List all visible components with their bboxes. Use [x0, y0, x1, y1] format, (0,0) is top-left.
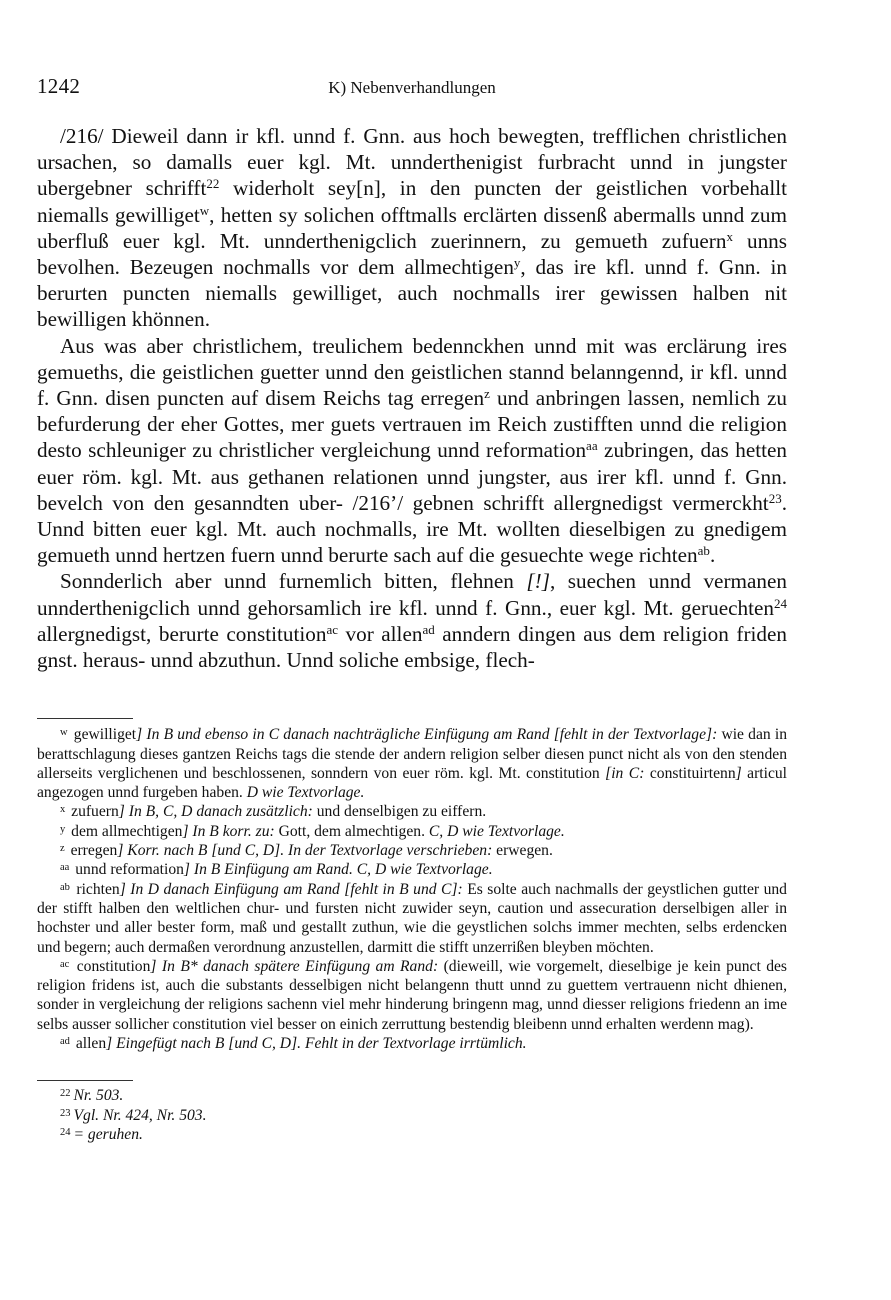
running-head: K) Nebenverhandlungen [328, 78, 496, 97]
text-run: unns bevolhen. Bezeugen nochmalls vor dem allmechtigen [37, 228, 788, 280]
apparatus-note-z [37, 841, 787, 860]
footnote-ref: 23 [768, 490, 782, 506]
footnote-ref: 22 [206, 176, 220, 192]
note-ref: x [726, 228, 733, 244]
page-header [37, 74, 787, 108]
apparatus-note-w [37, 725, 787, 802]
editorial-comment: ] [735, 764, 742, 782]
apparatus-note-aa [37, 860, 787, 879]
editorial-comment: ] In B korr. zu: [182, 822, 275, 840]
editorial-comment: [in C: [605, 764, 645, 782]
note-lemma: dem allmechtigen [67, 822, 183, 840]
note-ref: w [199, 202, 210, 218]
text-run: und anbringen lassen, nemlich zu befurderung der eher Gottes, mer guets vertrauen im Reich zustifften unnd die religion desto schleuniger zu christlicher vergleichung unnd reformation [37, 386, 787, 463]
editorial-comment: ] In B* danach spätere Einfügung am Rand: [150, 957, 439, 975]
text-run: , hetten sy solichen offtmalls erclärten dissenß abermalls unnd zum uberfluß euer kgl. Mt. unnderthenigclich zuerinnern, zu gemueth zufuern [37, 202, 787, 253]
apparatus-note-x [37, 802, 787, 821]
text-run: widerholt sey[n], in den puncten der geistlichen vorbehallt niemalls gewilliget [37, 176, 787, 227]
sic-marker: [!] [526, 569, 550, 594]
critical-apparatus [37, 725, 787, 1053]
note-marker: aa [60, 862, 70, 874]
footnote-ref: 24 [774, 595, 787, 611]
paragraph-2 [37, 333, 787, 569]
note-ref: ac [326, 621, 338, 637]
note-ref: ad [422, 621, 435, 637]
variant-text: und denselbigen zu eiffern. [312, 803, 487, 821]
footnote-marker: 22 [60, 1088, 71, 1100]
variant-text: Es solte auch nachmalls der geystlichen gutter und der stifft halben den weltlichen chur- und fursten nicht zuwider seyn, caution und assecuration derselbigen aller in hochster und aller bester form, maß und gestallt zuthun, wie die geystlichen solchs immer mechten, selbs erdencken und begern; auch dermaßen verordnung anzustellen, darmitt die stifft unzerrißen bleyben möchten. [37, 880, 787, 956]
note-marker: y [60, 823, 66, 835]
note-marker: ac [60, 958, 70, 970]
apparatus-divider [37, 718, 133, 719]
footnotes [37, 1086, 787, 1144]
note-ref: ab [697, 543, 710, 559]
footnote-text: = geruhen. [73, 1125, 143, 1143]
editorial-comment: ] Eingefügt nach B [und C, D]. Fehlt in der Textvorlage irrtümlich. [106, 1035, 527, 1053]
note-lemma: gewilliget [69, 726, 137, 744]
variant-text: articul angezogen unnd furgeben haben. [37, 764, 787, 802]
text-run: /216/ Dieweil dann ir kfl. unnd f. Gnn. aus hoch bewegten, trefflichen christlichen ursachen, so damalls euer kgl. Mt. unnderthenigist furbracht unnd in jungster ubergebner schrifft [37, 124, 787, 201]
text-run: , suechen unnd vermanen unnderthenigclich unnd gehorsamlich ire kfl. unnd f. Gnn., euer kgl. Mt. geruechten [37, 569, 787, 620]
apparatus-note-ab [37, 880, 787, 957]
note-marker: w [60, 727, 68, 739]
book-page [37, 74, 787, 1144]
note-ref: aa [586, 438, 598, 454]
text-run: Aus was aber christlichem, treulichem bedennckhen unnd mit was erclärung ires gemueths, die geistlichen guetter unnd den geistlichen stannd belanngennd, ir kfl. unnd f. Gnn. disen puncten auf disem Reichs tag erregen [37, 333, 787, 411]
text-run: , das ire kfl. unnd f. Gnn. in berurten puncten niemalls gewilliget, auch nochmalls irer gewissen halben nit bewilligen khönnen. [37, 255, 787, 332]
apparatus-note-y [37, 822, 787, 841]
apparatus-note-ad [37, 1034, 787, 1053]
text-run: . Unnd bitten euer kgl. Mt. auch nochmalls, ire Mt. wollten dieselbigen zu gnedigem gemueth unnd hertzen fuern unnd berurte sach auf die gesuechte wege richten [37, 490, 787, 568]
variant-text: erwegen. [492, 842, 553, 860]
note-lemma: erregen [66, 842, 118, 860]
paragraph-1 [37, 123, 787, 333]
footnote-23 [37, 1106, 787, 1125]
main-text [37, 123, 787, 673]
page-number: 1242 [37, 74, 81, 98]
variant-text: constituirtenn [644, 764, 736, 782]
footnote-marker: 23 [60, 1107, 71, 1119]
note-marker: ab [60, 881, 70, 893]
footnote-24 [37, 1125, 787, 1144]
note-marker: x [60, 804, 66, 816]
note-lemma: zufuern [67, 803, 119, 821]
text-run: Sonnderlich aber unnd furnemlich bitten, flehnen [60, 569, 527, 594]
variant-text: Gott, dem almechtigen. [274, 822, 429, 840]
variant-text: (dieweill, wie vorgemelt, dieselbige je kein punct des religion fridens ist, auch die substants desselbigen nicht belangenn thutt unnd zu guettem vertrauenn nicht dhienen, sonder in vergleichung der religions sachenn viel mehr hinderung bringenn mag, unnd diesser religions friedenn an ime selbs ausser sollicher constitution viel besser on einich zerruttung bestendig bleibenn unnd erhalten werdenn mag). [37, 957, 787, 1033]
footnote-divider [37, 1080, 133, 1081]
editorial-comment: ] In B, C, D danach zusätzlich: [118, 803, 313, 821]
editorial-comment: D wie Textvorlage. [246, 784, 365, 802]
note-marker: ad [60, 1036, 70, 1048]
text-run: . [709, 543, 716, 568]
footnote-22 [37, 1086, 787, 1105]
text-run: vor allen [337, 621, 423, 646]
text-run: allergnedigst, berurte constitution [37, 621, 327, 646]
note-ref: y [513, 255, 521, 271]
editorial-comment: ] In D danach Einfügung am Rand [fehlt in B und C]: [119, 880, 463, 898]
editorial-comment: C, D wie Textvorlage. [428, 822, 565, 840]
apparatus-note-ac [37, 957, 787, 1034]
note-ref: z [484, 386, 490, 402]
footnote-marker: 24 [60, 1126, 71, 1138]
footnote-text: Nr. 503. [73, 1087, 124, 1105]
note-marker: z [60, 843, 65, 855]
note-lemma: unnd reformation [71, 861, 184, 879]
editorial-comment: ] Korr. nach B [und C, D]. In der Textvorlage verschrieben: [117, 842, 493, 860]
variant-text: wie dan in berattschlagung dieses gantzen Reichs tags die stende der andern religion selber diesen punct nicht als von den stenden allerseits verglichenen und beschlossenen, sonndern von euer röm. kgl. Mt. constitution [37, 726, 787, 782]
footnote-text: Vgl. Nr. 424, Nr. 503. [73, 1106, 207, 1124]
editorial-comment: ] In B Einfügung am Rand. C, D wie Textvorlage. [183, 861, 493, 879]
note-lemma: richten [71, 880, 120, 898]
paragraph-3 [37, 568, 787, 673]
text-run: zubringen, das hetten euer röm. kgl. Mt. aus gethanen relationen unnd jungster, aus irer kfl. unnd f. Gnn. bevelch von den gesanndten uber- /216’/ gebnen schrifft allergnedigst vermerckht [37, 438, 787, 515]
text-run: anndern dingen aus dem religion friden gnst. heraus- unnd abzuthun. Unnd soliche embsige, flech- [37, 621, 787, 673]
note-lemma: allen [71, 1035, 107, 1053]
editorial-comment: ] In B und ebenso in C danach nachträgliche Einfügung am Rand [fehlt in der Textvorlage]: [136, 726, 718, 744]
note-lemma: constitution [71, 957, 151, 975]
